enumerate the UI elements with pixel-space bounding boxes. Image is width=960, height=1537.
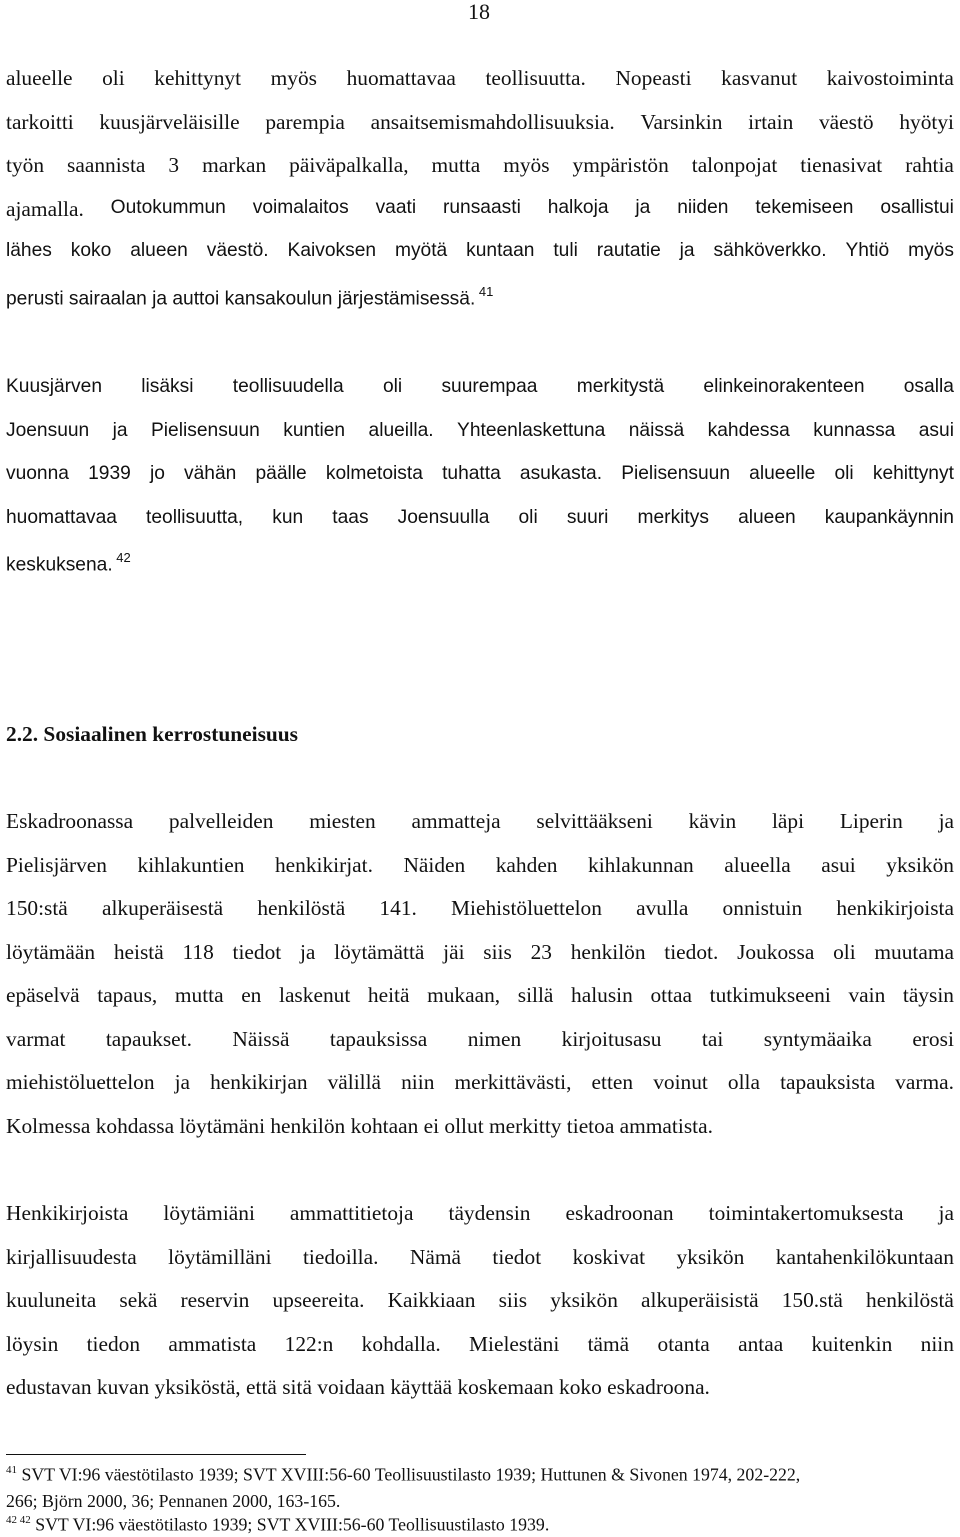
word: kahden <box>495 852 558 877</box>
word: kihlakuntien <box>137 852 245 877</box>
word: ja <box>174 1070 191 1094</box>
text-line <box>6 463 954 485</box>
text-line <box>6 66 954 91</box>
section-heading: 2.2. Sosiaalinen kerrostuneisuus <box>6 722 299 746</box>
text-line <box>6 940 954 965</box>
word: upseereita. <box>272 1288 365 1312</box>
word: niiden <box>677 196 729 218</box>
word: läpi <box>771 809 805 833</box>
word: 1939 <box>88 463 131 484</box>
word: saannista <box>67 153 146 177</box>
word: löytämättä <box>334 939 425 964</box>
word: mutta <box>174 983 224 1007</box>
word: täydensin <box>448 1201 531 1225</box>
word: Outokummun <box>110 196 226 218</box>
word: Kaikkiaan <box>387 1288 476 1312</box>
word: epäselvä <box>6 983 80 1007</box>
word: ottaa <box>650 983 693 1007</box>
word: antaa <box>738 1331 784 1356</box>
word: niin <box>401 1070 435 1094</box>
word: ammatteja <box>411 809 501 833</box>
word: Kuusjärven <box>6 376 102 397</box>
word: onnistuin <box>722 896 803 920</box>
word: koskivat <box>572 1244 646 1269</box>
word: kahdessa <box>707 419 790 441</box>
word: kun <box>272 506 304 528</box>
word: ja <box>679 240 695 261</box>
text-line <box>6 1114 954 1139</box>
word: päälle <box>255 463 307 484</box>
word: vaati <box>375 196 417 218</box>
word: talonpojat <box>691 153 778 177</box>
word: henkilöstä <box>866 1288 954 1312</box>
text-line <box>6 853 954 878</box>
word: ja <box>938 1201 954 1225</box>
word: tutkimukseeni <box>709 983 831 1007</box>
word: vuonna <box>6 463 69 484</box>
word: löysin <box>6 1331 59 1356</box>
text-line <box>6 1027 954 1052</box>
word: olla <box>727 1070 760 1094</box>
word: miesten <box>309 809 376 833</box>
word: merkitys <box>637 506 709 528</box>
word: heistä <box>113 939 164 964</box>
word: merkittävästi, <box>454 1070 572 1094</box>
word: alueen <box>130 240 188 261</box>
word: tai <box>701 1026 724 1051</box>
word: ansaitsemismahdollisuuksia. <box>370 109 615 134</box>
word: sähköverkko. <box>713 240 827 261</box>
word: toimintakertomuksesta <box>708 1201 904 1225</box>
word: voimalaitos <box>252 196 349 218</box>
word: Nämä <box>409 1244 461 1269</box>
word: tapaus, <box>97 983 158 1007</box>
word: 23 <box>530 939 552 964</box>
word: markan <box>202 153 267 177</box>
word: väestö <box>818 109 874 134</box>
text-line <box>6 1070 954 1095</box>
word: elinkeinorakenteen <box>703 376 865 397</box>
line-text: perusti sairaalan ja auttoi kansakoulun järjestämisessä. <box>6 287 476 309</box>
word: myötä <box>394 240 448 261</box>
word: oli <box>518 506 538 528</box>
word: parempia <box>265 109 345 134</box>
word: työn <box>6 153 45 177</box>
word: tämä <box>587 1331 630 1356</box>
word: yksikön <box>550 1288 618 1312</box>
word: myös <box>503 153 550 177</box>
word: hyötyi <box>899 109 954 134</box>
word: tuli <box>553 240 578 261</box>
text-line <box>6 153 954 178</box>
word: kantahenkilökuntaan <box>775 1244 954 1269</box>
word: Eskadroonassa <box>6 809 134 833</box>
word: etten <box>591 1070 634 1094</box>
word: teollisuutta, <box>146 506 244 528</box>
word: henkikirjan <box>210 1070 308 1094</box>
word: henkilöstä <box>257 896 346 920</box>
line-text: Kolmessa kohdassa löytämäni henkilön kohtaan ei ollut merkitty tietoa ammatista. <box>6 1113 713 1138</box>
word: henkikirjat. <box>274 852 373 877</box>
word: 118 <box>182 939 214 964</box>
word: tiedot. <box>664 939 719 964</box>
footnote-text: SVT VI:96 väestötilasto 1939; SVT XVIII:56-60 Teollisuustilasto 1939. <box>30 1514 550 1535</box>
word: palvelleiden <box>168 809 274 833</box>
text-line <box>6 896 954 921</box>
word: tekemiseen <box>755 196 854 218</box>
footnote-42 <box>6 1514 549 1536</box>
word: kehittynyt <box>154 66 242 90</box>
word: näissä <box>628 419 685 441</box>
word: avulla <box>636 896 689 920</box>
word: ammatista <box>168 1331 257 1356</box>
word: varmat <box>6 1026 66 1051</box>
word: henkilön <box>570 939 646 964</box>
text-line <box>6 1245 954 1270</box>
word: kirjallisuudesta <box>6 1244 137 1269</box>
word: kohdalla. <box>361 1331 441 1356</box>
word: ja <box>938 809 954 833</box>
text-line <box>6 507 954 529</box>
word: asui <box>821 852 856 877</box>
word: tiedoilla. <box>302 1244 379 1269</box>
word: alueella <box>724 852 791 877</box>
word: ja <box>112 419 128 441</box>
text-line <box>6 983 954 1008</box>
text-line <box>6 240 954 262</box>
word: eskadroonan <box>565 1201 674 1225</box>
word: merkitystä <box>576 376 665 397</box>
word: mutta <box>431 153 481 177</box>
word: alueelle <box>6 66 73 90</box>
word: lähes <box>6 240 52 261</box>
word: vain <box>848 983 886 1007</box>
word: alueelle <box>749 463 816 484</box>
word: Pielisensuun <box>151 419 260 441</box>
word: ammattitietoja <box>289 1201 414 1225</box>
footnote-reference: 41 <box>475 283 494 299</box>
word: Näiden <box>403 852 466 877</box>
word: kaivostoiminta <box>826 66 954 90</box>
word: kaupankäynnin <box>824 506 954 528</box>
word: varma. <box>895 1070 954 1094</box>
word: asukasta. <box>519 463 603 484</box>
text-line <box>6 1201 954 1226</box>
word: välillä <box>327 1070 382 1094</box>
word: oli <box>382 376 403 397</box>
word: kihlakunnan <box>588 852 694 877</box>
text-line <box>6 1332 954 1357</box>
word: alkuperäisistä <box>641 1288 759 1312</box>
word: tarkoitti <box>6 109 74 134</box>
footnote-prefix: 42 <box>6 1514 20 1526</box>
word: kolmetoista <box>325 463 423 484</box>
word: irtain <box>748 109 794 134</box>
word: kehittynyt <box>872 463 954 484</box>
word: alueilla. <box>368 419 434 441</box>
word: Pielisjärven <box>6 852 107 877</box>
word: tienasivat <box>800 153 883 177</box>
word: tapauksissa <box>329 1026 428 1051</box>
word: oli <box>102 66 125 90</box>
word: mukaan, <box>427 983 501 1007</box>
word: huomattavaa <box>6 506 117 528</box>
footnote-mark: 41 <box>6 1464 17 1476</box>
word: teollisuutta. <box>485 66 586 90</box>
word: Mielestäni <box>469 1331 560 1356</box>
word: kuntaan <box>466 240 535 261</box>
word: löytämään <box>6 939 96 964</box>
word: osallistui <box>880 196 954 218</box>
word: rautatie <box>596 240 661 261</box>
text-line <box>6 110 954 135</box>
word: sekä <box>119 1288 158 1312</box>
word: miehistöluettelon <box>6 1070 155 1094</box>
word: Joensuulla <box>397 506 490 528</box>
word: 141. <box>379 896 417 920</box>
word: tapaukset. <box>105 1026 192 1051</box>
word: vähän <box>184 463 237 484</box>
word: Joensuun <box>6 419 90 441</box>
text-line <box>6 809 954 834</box>
word: Pielisensuun <box>621 463 731 484</box>
word: tiedot <box>232 939 282 964</box>
word: selvittääkseni <box>536 809 653 833</box>
word: oli <box>833 939 856 964</box>
word: voinut <box>653 1070 708 1094</box>
word: heitä <box>367 983 410 1007</box>
word: kuntien <box>283 419 346 441</box>
word: kuuluneita <box>6 1288 97 1312</box>
line-text: edustavan kuvan yksiköstä, että sitä voidaan käyttää koskemaan koko eskadroona. <box>6 1375 710 1399</box>
word: taas <box>332 506 369 528</box>
word: 3 <box>168 153 180 177</box>
word: Varsinkin <box>640 109 723 134</box>
footnote-separator <box>6 1454 306 1455</box>
word: löytämiäni <box>163 1201 255 1225</box>
word: kasvanut <box>721 66 798 90</box>
word: Nopeasti <box>615 66 692 90</box>
word: Miehistöluettelon <box>451 896 602 920</box>
word: henkikirjoista <box>836 896 954 920</box>
footnote-text: SVT VI:96 väestötilasto 1939; SVT XVIII:56-60 Teollisuustilasto 1939; Huttunen & Sivonen 1974, 202-222, <box>17 1464 801 1485</box>
word: siis <box>483 939 512 964</box>
word: löytämilläni <box>168 1244 272 1269</box>
word: Yhteenlaskettuna <box>457 419 606 441</box>
word: suuri <box>566 506 609 528</box>
word: kuitenkin <box>811 1331 893 1356</box>
word: jäi <box>443 939 465 964</box>
word: tiedon <box>86 1331 141 1356</box>
word: Näissä <box>232 1026 290 1051</box>
word: tuhatta <box>442 463 501 484</box>
word: päiväpalkalla, <box>289 153 409 177</box>
word: myös <box>270 66 317 90</box>
word: nimen <box>467 1026 522 1051</box>
word: halkoja <box>547 196 609 218</box>
word: koko <box>70 240 112 261</box>
text-line <box>6 1375 954 1400</box>
word: tapauksista <box>780 1070 876 1094</box>
word: 150:stä <box>6 896 68 920</box>
word: suurempaa <box>441 376 538 397</box>
word: teollisuudella <box>232 376 344 397</box>
word: 122:n <box>284 1331 334 1356</box>
word: huomattavaa <box>346 66 456 90</box>
word: osalla <box>903 376 954 397</box>
word: lisäksi <box>141 376 194 397</box>
word: rahtia <box>905 153 954 177</box>
footnote-mark: 42 <box>19 1514 31 1526</box>
word: jo <box>149 463 165 484</box>
word: ja <box>299 939 316 964</box>
line-text: keskuksena. <box>6 554 113 576</box>
word: Joukossa <box>737 939 815 964</box>
word: Liperin <box>839 809 903 833</box>
word: Henkikirjoista <box>6 1201 129 1225</box>
word: erosi <box>912 1026 954 1051</box>
text-line <box>6 1288 954 1313</box>
text-line <box>6 420 954 442</box>
footnote-41-continuation: 266; Björn 2000, 36; Pennanen 2000, 163-165. <box>6 1491 341 1511</box>
word: alkuperäisestä <box>101 896 224 920</box>
word: en <box>241 983 262 1007</box>
word: ja <box>635 196 651 218</box>
word: kävin <box>688 809 737 833</box>
footnote-41 <box>6 1464 800 1486</box>
word: kuusjärveläisille <box>99 109 240 134</box>
word: 150.stä <box>781 1288 843 1312</box>
text-line <box>6 376 954 398</box>
word: syntymäaika <box>763 1026 872 1051</box>
word: otanta <box>657 1331 710 1356</box>
word: alueen <box>738 506 796 528</box>
word: halusin <box>571 983 633 1007</box>
text-line <box>6 284 954 310</box>
text-line <box>6 197 954 222</box>
word: Yhtiö <box>845 240 890 261</box>
word: sillä <box>517 983 554 1007</box>
word: asui <box>918 419 954 441</box>
word: siis <box>498 1288 528 1312</box>
word: yksikön <box>676 1244 745 1269</box>
word: laskenut <box>279 983 351 1007</box>
word: ajamalla. <box>6 196 84 221</box>
word: kunnassa <box>813 419 896 441</box>
word: myös <box>908 240 954 261</box>
word: oli <box>834 463 854 484</box>
word: tiedot <box>492 1244 542 1269</box>
word: ympäristön <box>572 153 669 177</box>
word: väestö. <box>206 240 269 261</box>
word: kirjoitusasu <box>561 1026 662 1051</box>
text-line <box>6 550 954 576</box>
page-number: 18 <box>468 0 490 24</box>
word: reservin <box>180 1288 250 1312</box>
word: yksikön <box>886 852 954 877</box>
word: Kaivoksen <box>287 240 377 261</box>
word: niin <box>920 1331 954 1356</box>
word: muutama <box>874 939 954 964</box>
footnote-reference: 42 <box>112 550 131 565</box>
word: runsaasti <box>442 196 521 218</box>
word: täysin <box>902 983 954 1007</box>
